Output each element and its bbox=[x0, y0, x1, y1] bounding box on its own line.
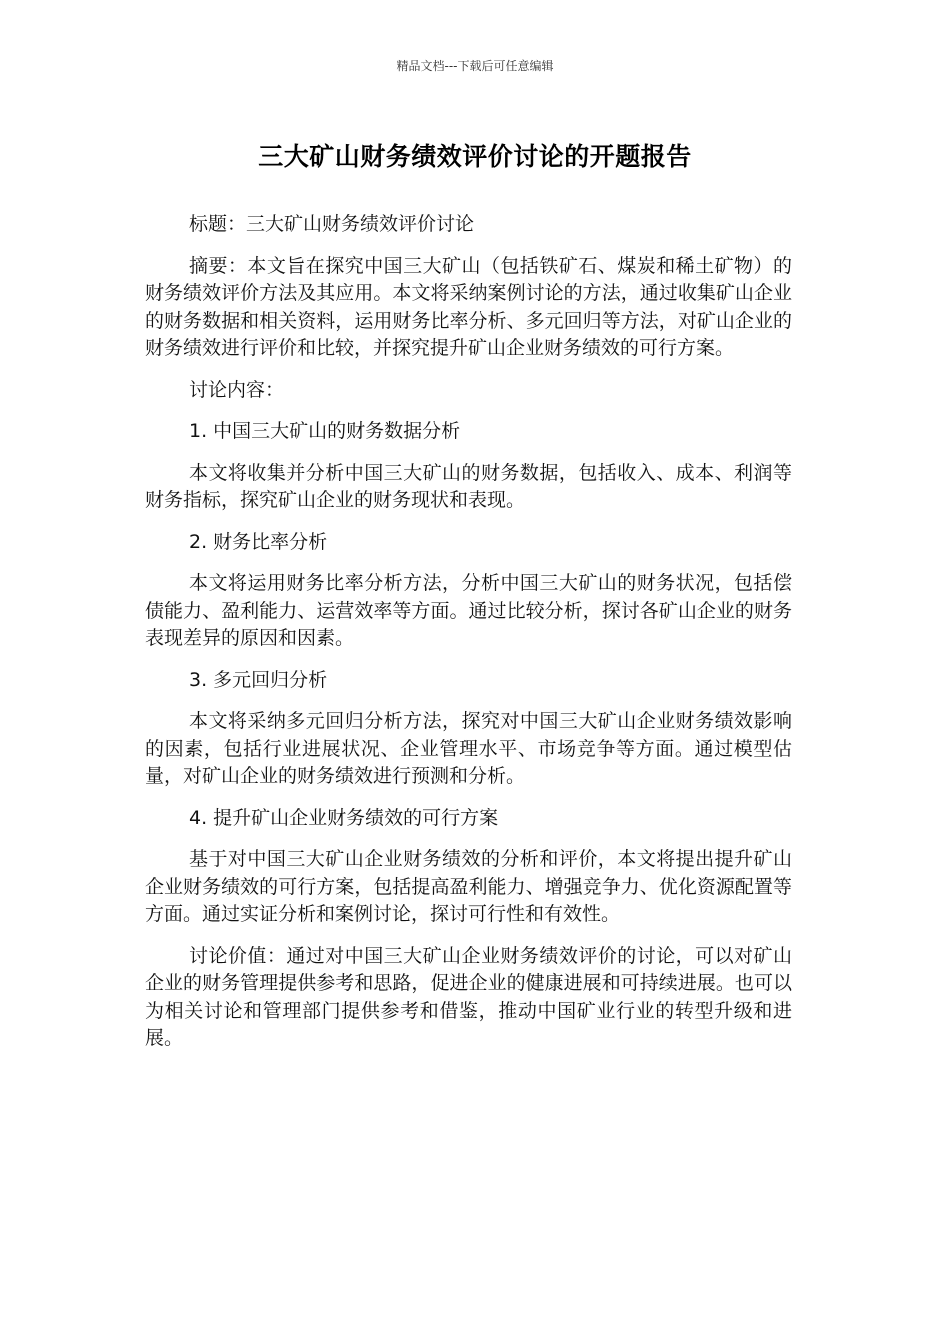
section-body-3: 本文将采纳多元回归分析方法，探究对中国三大矿山企业财务绩效影响的因素，包括行业进展状况、企业管理水平、市场竞争等方面。通过模型估量，对矿山企业的财务绩效进行预测和分析。 bbox=[145, 710, 792, 787]
section-body-2: 本文将运用财务比率分析方法，分析中国三大矿山的财务状况，包括偿债能力、盈利能力、运营效率等方面。通过比较分析，探讨各矿山企业的财务表现差异的原因和因素。 bbox=[145, 572, 792, 649]
document-body bbox=[145, 211, 792, 1067]
content-heading: 讨论内容： bbox=[189, 378, 285, 401]
section-body-4: 基于对中国三大矿山企业财务绩效的分析和评价，本文将提出提升矿山企业财务绩效的可行方案，包括提高盈利能力、增强竞争力、优化资源配置等方面。通过实证分析和案例讨论，探讨可行性和有效性。 bbox=[145, 848, 792, 925]
section-heading-4: 4. 提升矿山企业财务绩效的可行方案 bbox=[189, 806, 499, 829]
header-note: 精品文档---下载后可任意编辑 bbox=[396, 59, 554, 73]
section-heading-1: 1. 中国三大矿山的财务数据分析 bbox=[189, 420, 461, 442]
value-paragraph: 讨论价值：通过对中国三大矿山企业财务绩效评价的讨论，可以对矿山企业的财务管理提供参考和思路，促进企业的健康进展和可持续进展。也可以为相关讨论和管理部门提供参考和借鉴，推动中国矿业行业的转型升级和进展。 bbox=[145, 944, 792, 1049]
title-line: 标题：三大矿山财务绩效评价讨论 bbox=[189, 213, 475, 235]
section-heading-2: 2. 财务比率分析 bbox=[189, 530, 328, 553]
section-heading-3: 3. 多元回归分析 bbox=[189, 668, 328, 691]
section-body-1: 本文将收集并分析中国三大矿山的财务数据，包括收入、成本、利润等财务指标，探究矿山企业的财务现状和表现。 bbox=[145, 461, 792, 511]
abstract-paragraph: 摘要：本文旨在探究中国三大矿山（包括铁矿石、煤炭和稀土矿物）的财务绩效评价方法及其应用。本文将采纳案例讨论的方法，通过收集矿山企业的财务数据和相关资料，运用财务比率分析、多元回归等方法，对矿山企业的财务绩效进行评价和比较，并探究提升矿山企业财务绩效的可行方案。 bbox=[145, 254, 792, 359]
document-title: 三大矿山财务绩效评价讨论的开题报告 bbox=[258, 142, 692, 171]
